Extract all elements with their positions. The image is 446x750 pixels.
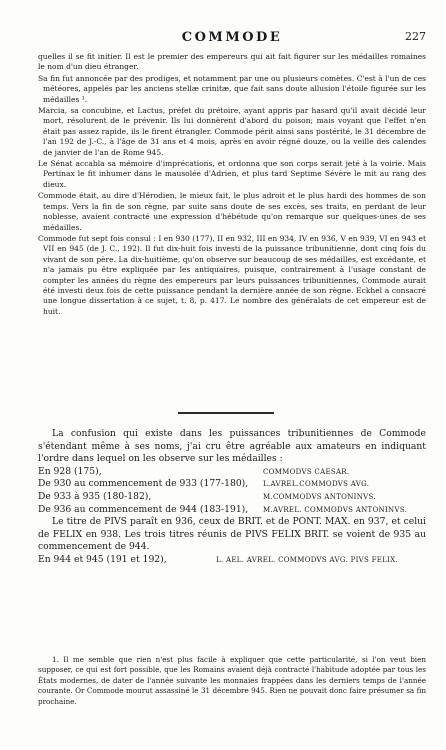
- page-header: [38, 30, 426, 46]
- paragraph: Commode était, au dire d'Hérodien, le mieux fait, le plus adroit et le plus hardi des hommes de son temps. Vers la fin de son règne, par suite sans doute de ses excès, ses traits, en perdant de leur noblesse, avaient contracté une expression d'hébétude qu'on remarque sur quelques-unes de ses médailles.: [38, 191, 426, 232]
- main-text: [38, 52, 426, 318]
- paragraph: Marcia, sa concubine, et Lactus, préfet du prétoire, ayant appris par hasard qu'il avait décidé leur mort, résolurent de le prévenir. Ils lui donnèrent d'abord du poison; mais voyant que l'effet n'en était pas assez rapide, ils le firent étrangler. Commode périt ainsi sans postérité, le 31 décembre de l'an 192 de J.-C., à l'âge de 31 ans et 4 mois, après en avoir régné douze, ou la veille des calendes de janvier de l'an de Rome 945.: [38, 106, 426, 157]
- legend-list-final: [38, 554, 426, 567]
- legend-list: [38, 466, 426, 516]
- legend-inscription: M.COMMODVS ANTONINVS.: [263, 492, 376, 501]
- legend-inscription: M.AVREL. COMMODVS ANTONINVS.: [263, 505, 408, 514]
- page-number: 227: [405, 30, 426, 43]
- legend-years: De 930 au commencement de 933 (177-180),: [38, 478, 249, 490]
- legend-years: De 936 au commencement de 944 (183-191),: [38, 503, 249, 515]
- paragraph: Commode fut sept fois consul : I en 930 (177), II en 932, III en 934, IV en 936, V en 939, VI en 943 et VII en 945 (de J. C., 192). Il fut dix-huit fois investi de la puissance tribunitienne, dont cinq fois du vivant de son père. La dix-huitième, qu'on observe sur beaucoup de ses médailles, est excédante, et n'a jamais pu être expliquée par les antiquaires, puisque, contrairement à l'usage constant de compter les années du règne des empereurs par leurs puissances tribunitiennes, Commode aurait été investi deux fois de cette puissance pendant la dernière année de son règne. Eckhel a consacré une longue dissertation à ce sujet, t. 8, p. 417. Le nombre des généralats de cet empereur est de huit.: [38, 233, 426, 316]
- section-divider: [178, 412, 274, 414]
- section-intro: La confusion qui existe dans les puissances tribunitiennes de Commode s'étendant même à ses noms, j'ai cru être agréable aux amateurs en indiquant l'ordre dans lequel on les observe sur les médailles :: [38, 428, 426, 465]
- legend-years: De 933 à 935 (180-182),: [38, 490, 152, 502]
- names-section: [38, 428, 426, 567]
- legend-years: En 944 et 945 (191 et 192),: [38, 553, 167, 565]
- legend-row: [38, 554, 426, 567]
- running-title: COMMODE: [181, 30, 283, 45]
- footnote-text: 1. Il me semble que rien n'est plus facile à expliquer que cette particularité, si l'on veut bien supposer, ce qui est fort possible, que les Romains avaient déjà contracté l'habitude adoptée par tous les États modernes, de dater de l'année suivante les monnaies frappées dans les derniers temps de l'année courante. Or Commode mourut assassiné le 31 décembre 945. Rien ne pouvait donc faire présumer sa fin prochaine.: [38, 655, 426, 706]
- footnote: [38, 655, 426, 707]
- paragraph: Sa fin fut annoncée par des prodiges, et notamment par une ou plusieurs comètes. C'est à l'un de ces météores, appelés par les anciens stellæ crinitæ, que fait sans doute allusion l'étoile figurée sur les médailles ¹.: [38, 73, 426, 104]
- paragraph: quelles il se fit initier. Il est le premier des empereurs qui ait fait figurer sur les médailles romaines le nom d'un dieu étranger.: [38, 52, 426, 72]
- legend-years: En 928 (175),: [38, 465, 102, 477]
- legend-inscription: L. AEL. AVREL. COMMODVS AVG. PIVS FELIX.: [216, 555, 399, 564]
- legend-row: [38, 504, 426, 517]
- legend-row: [38, 478, 426, 491]
- legend-inscription: COMMODVS CAESAR.: [263, 467, 350, 476]
- legend-inscription: L.AVREL.COMMODVS AVG.: [263, 480, 370, 489]
- paragraph: Le Sénat accabla sa mémoire d'imprécations, et ordonna que son corps serait jeté à la voirie. Mais Pertinax le fit inhumer dans le mausolée d'Adrien, et plus tard Septime Sévère le mit au rang des dieux.: [38, 159, 426, 189]
- titles-paragraph: Le titre de PIVS paraît en 936, ceux de BRIT. et de PONT. MAX. en 937, et celui de FELIX en 938. Les trois titres réunis de PIVS FELIX BRIT. se voient de 935 au commencement de 944.: [38, 516, 426, 553]
- legend-row: [38, 491, 426, 504]
- legend-row: [38, 466, 426, 479]
